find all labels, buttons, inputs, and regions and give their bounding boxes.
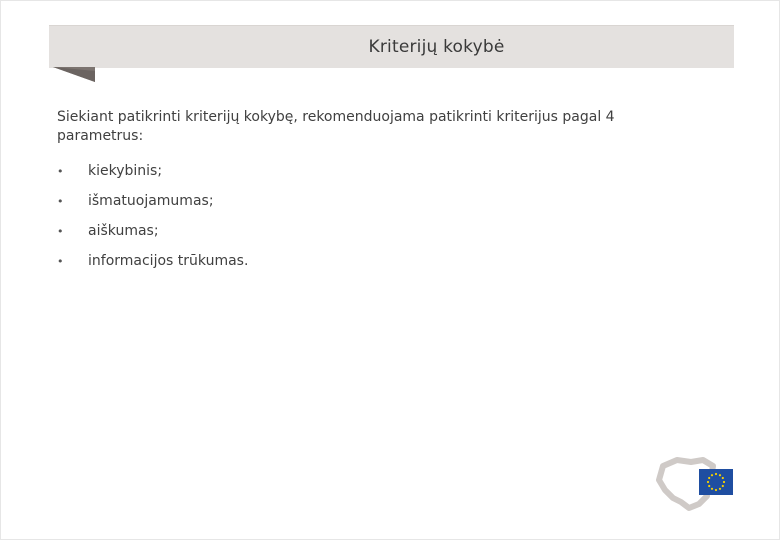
- bullet-icon: •: [57, 224, 64, 238]
- bullet-icon: •: [57, 254, 64, 268]
- criteria-list: [57, 156, 248, 276]
- eu-flag-icon: [699, 469, 733, 495]
- list-item: [57, 156, 248, 186]
- bullet-icon: •: [57, 194, 64, 208]
- bullet-icon: •: [57, 164, 64, 178]
- list-item-text: aiškumas;: [88, 223, 159, 239]
- list-item: [57, 246, 248, 276]
- list-item-text: informacijos trūkumas.: [88, 253, 249, 269]
- list-item: [57, 186, 248, 216]
- intro-paragraph: Siekiant patikrinti kriterijų kokybę, rekomenduojama patikrinti kriterijus pagal 4 parametrus:: [57, 109, 615, 144]
- list-item-text: kiekybinis;: [88, 163, 163, 179]
- slide-title: Kriterijų kokybė: [368, 37, 505, 57]
- list-item-text: išmatuojamumas;: [88, 193, 214, 209]
- list-item: [57, 216, 248, 246]
- eu-funds-logo: [655, 456, 737, 512]
- title-tab-decoration: [53, 67, 95, 82]
- title-bar: [49, 25, 734, 68]
